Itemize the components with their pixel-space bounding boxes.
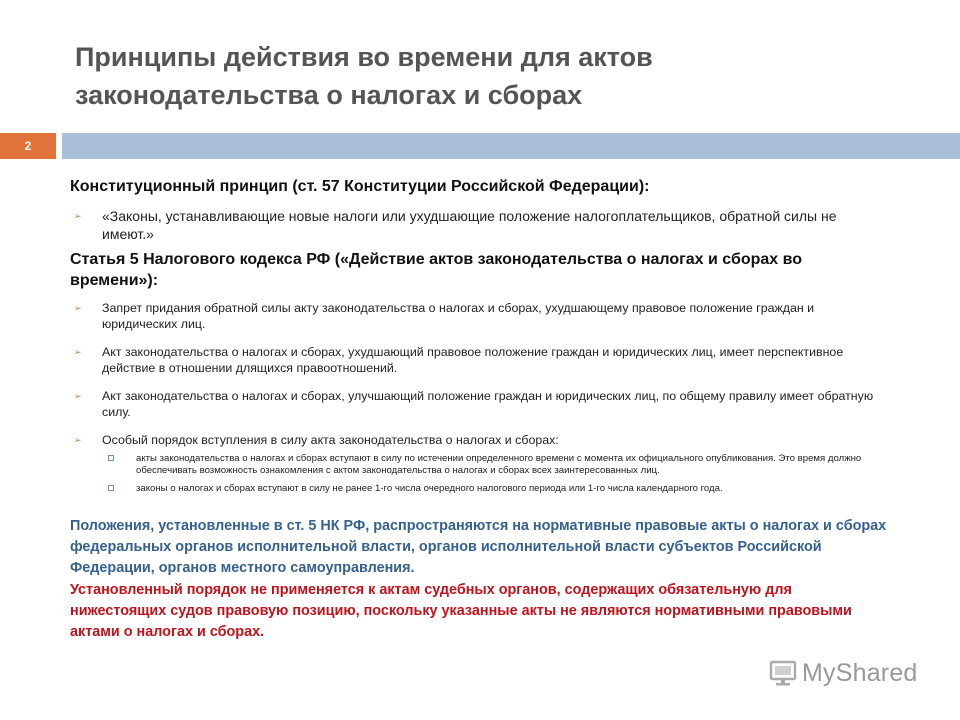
slide-number-badge: 2 xyxy=(0,133,56,159)
section-heading-constitution: Конституционный принцип (ст. 57 Конституции Российской Федерации): xyxy=(70,178,650,195)
watermark-text: MyShared xyxy=(802,658,918,687)
arrow-bullet-icon: ➢ xyxy=(74,211,82,221)
header-divider-bar xyxy=(62,133,960,159)
note-scope: Положения, установленные в ст. 5 НК РФ, распространяются на нормативные правовые акты о налогах и сборах федеральных органов исполнительной власти, органов исполнительной власти субъектов Российской Федерации, органов местного самоуправления. xyxy=(70,518,887,576)
sub-bullet-item xyxy=(70,483,890,495)
note-exception: Установленный порядок не применяется к актам судебных органов, содержащих обязательную для нижестоящих судов правовую позицию, поскольку указанные акты не являются нормативными правовыми актами о налогах и сборах. xyxy=(70,582,852,640)
watermark-logo xyxy=(768,655,918,691)
presentation-screen-icon xyxy=(768,658,798,688)
bullet-text: Акт законодательства о налогах и сборах, улучшающий положение граждан и юридических лиц, по общему правилу имеет обратную силу. xyxy=(102,389,874,419)
arrow-bullet-icon: ➢ xyxy=(74,391,82,401)
slide-title: Принципы действия во времени для актов законодательства о налогах и сборах xyxy=(75,42,653,110)
bullet-item xyxy=(70,388,890,420)
sub-bullet-text: законы о налогах и сборах вступают в силу не ранее 1-го числа очередного налогового периода или 1-го числа календарного года. xyxy=(136,483,723,494)
bullet-text: Особый порядок вступления в силу акта законодательства о налогах и сборах: xyxy=(102,433,559,447)
sub-bullet-item xyxy=(70,453,890,477)
section-heading-tax-code: Статья 5 Налогового кодекса РФ («Действие актов законодательства о налогах и сборах во времени»): xyxy=(70,251,803,289)
arrow-bullet-icon: ➢ xyxy=(74,347,82,357)
slide-content xyxy=(70,176,890,643)
sub-bullet-text: акты законодательства о налогах и сборах вступают в силу по истечении определенного времени с момента их официального опубликования. Это время должно обеспечивать возможность ознакомления с актом законодательства о налогах и сборах всех заинтересованных лиц. xyxy=(136,453,862,476)
bullet-item xyxy=(70,432,890,448)
bullet-item xyxy=(70,300,890,332)
bullet-text: Запрет придания обратной силы акту законодательства о налогах и сборах, ухудшающему правовое положение граждан и юридических лиц. xyxy=(102,301,815,331)
bullet-item xyxy=(70,344,890,376)
square-bullet-icon xyxy=(108,485,114,491)
arrow-bullet-icon: ➢ xyxy=(74,435,82,445)
bullet-text: «Законы, устанавливающие новые налоги или ухудшающие положение налогоплательщиков, обратной силы не имеют.» xyxy=(102,208,837,242)
arrow-bullet-icon: ➢ xyxy=(74,303,82,313)
square-bullet-icon xyxy=(108,455,114,461)
bullet-text: Акт законодательства о налогах и сборах, ухудшающий правовое положение граждан и юридических лиц, имеет перспективное действие в отношении длящихся правоотношений. xyxy=(102,345,844,375)
bullet-item xyxy=(70,207,890,243)
